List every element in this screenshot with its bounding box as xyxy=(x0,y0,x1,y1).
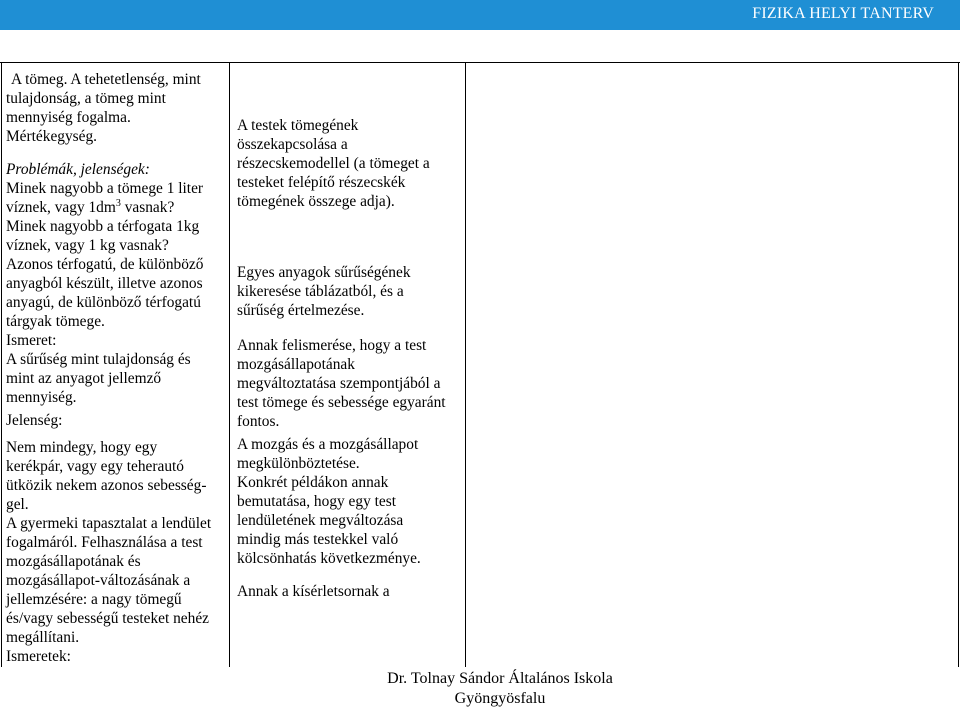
footer-location: Gyöngyösfalu xyxy=(454,690,546,707)
topic-line: Mértékegység. xyxy=(6,128,98,145)
activity-line: sűrűség értelmezése. xyxy=(237,302,365,319)
experience-line: fogalmáról. Felhasználása a test xyxy=(6,534,203,551)
knowledge-line: mennyiség. xyxy=(6,389,77,406)
experience-line: megállítani. xyxy=(6,629,80,646)
activity-line: kikeresése táblázatból, és a xyxy=(237,283,404,300)
activity-line: Egyes anyagok sűrűségének xyxy=(237,264,411,281)
question-line: Minek nagyobb a térfogata 1kg xyxy=(6,218,200,235)
experience-line: és/vagy sebességű testeket nehéz xyxy=(6,610,209,627)
activity-line: tömegének összege adja). xyxy=(237,193,395,210)
table-left-border xyxy=(1,62,2,667)
experience-line: mozgásállapotának és xyxy=(6,553,141,570)
phenomenon-line: kerékpár, vagy egy teherautó xyxy=(6,458,184,475)
column-divider-1 xyxy=(229,62,230,667)
question-line: anyagú, de különböző térfogatú xyxy=(6,294,201,311)
question-line: tárgyak tömege. xyxy=(6,313,105,330)
question-line: Minek nagyobb a tömege 1 liter xyxy=(6,180,204,197)
page-footer xyxy=(360,669,640,709)
experience-line: mozgásállapot-változásának a xyxy=(6,572,191,589)
page-title: FIZIKA HELYI TANTERV xyxy=(752,5,934,22)
activity-line: Annak a kísérletsornak a xyxy=(237,583,390,600)
activity-line: mozgásállapotának xyxy=(237,356,355,373)
phenomenon-line: ütközik nekem azonos sebesség- xyxy=(6,477,207,494)
activity-line: testeket felépítő részecskék xyxy=(237,174,406,191)
activity-line: bemutatása, hogy egy test xyxy=(237,493,396,510)
activity-line: megváltoztatása szempontjából a xyxy=(237,375,441,392)
table-right-border xyxy=(958,62,959,667)
topic-line: A tömeg. A tehetetlenség, mint xyxy=(11,71,201,88)
question-line: víznek, vagy $1dm^3$ vasnak? xyxy=(6,197,175,216)
section-heading-knowledge: Ismeret: xyxy=(6,332,57,349)
footer-school-name: Dr. Tolnay Sándor Általános Iskola xyxy=(387,670,613,687)
activity-line: kölcsönhatás következménye. xyxy=(237,550,421,567)
column-content-topic xyxy=(6,70,228,666)
activity-line: mindig más testekkel való xyxy=(237,531,399,548)
activity-line: A testek tömegének xyxy=(237,117,359,134)
question-line: víznek, vagy 1 kg vasnak? xyxy=(6,237,169,254)
phenomenon-line: gel. xyxy=(6,496,29,513)
phenomenon-line: Nem mindegy, hogy egy xyxy=(6,439,158,456)
activity-line: összekapcsolása a xyxy=(237,136,348,153)
topic-line: mennyiség fogalma. xyxy=(6,109,131,126)
experience-line: A gyermeki tapasztalat a lendület xyxy=(6,515,212,532)
activity-line: megkülönböztetése. xyxy=(237,455,360,472)
header-bar xyxy=(0,0,960,30)
section-heading-problems: Problémák, jelenségek: xyxy=(6,161,150,178)
section-heading-phenomenon: Jelenség: xyxy=(6,412,63,429)
activity-line: A mozgás és a mozgásállapot xyxy=(237,436,419,453)
activity-line: Annak felismerése, hogy a test xyxy=(237,337,427,354)
question-line: anyagból készült, illetve azonos xyxy=(6,275,203,292)
activity-line: test tömege és sebessége egyaránt xyxy=(237,394,446,411)
activity-line: lendületének megváltozása xyxy=(237,512,404,529)
topic-line: tulajdonság, a tömeg mint xyxy=(6,90,166,107)
activity-line: Konkrét példákon annak xyxy=(237,474,389,491)
knowledge-line: A sűrűség mint tulajdonság és xyxy=(6,351,191,368)
column-content-activities xyxy=(237,116,466,601)
experience-line: jellemzésére: a nagy tömegű xyxy=(6,591,182,608)
table-top-border xyxy=(0,62,960,63)
activity-line: részecskemodellel (a tömeget a xyxy=(237,155,430,172)
knowledge-line: mint az anyagot jellemző xyxy=(6,370,162,387)
question-line: Azonos térfogatú, de különböző xyxy=(6,256,204,273)
activity-line: fontos. xyxy=(237,413,280,430)
section-heading-knowledge-2: Ismeretek: xyxy=(6,648,71,665)
